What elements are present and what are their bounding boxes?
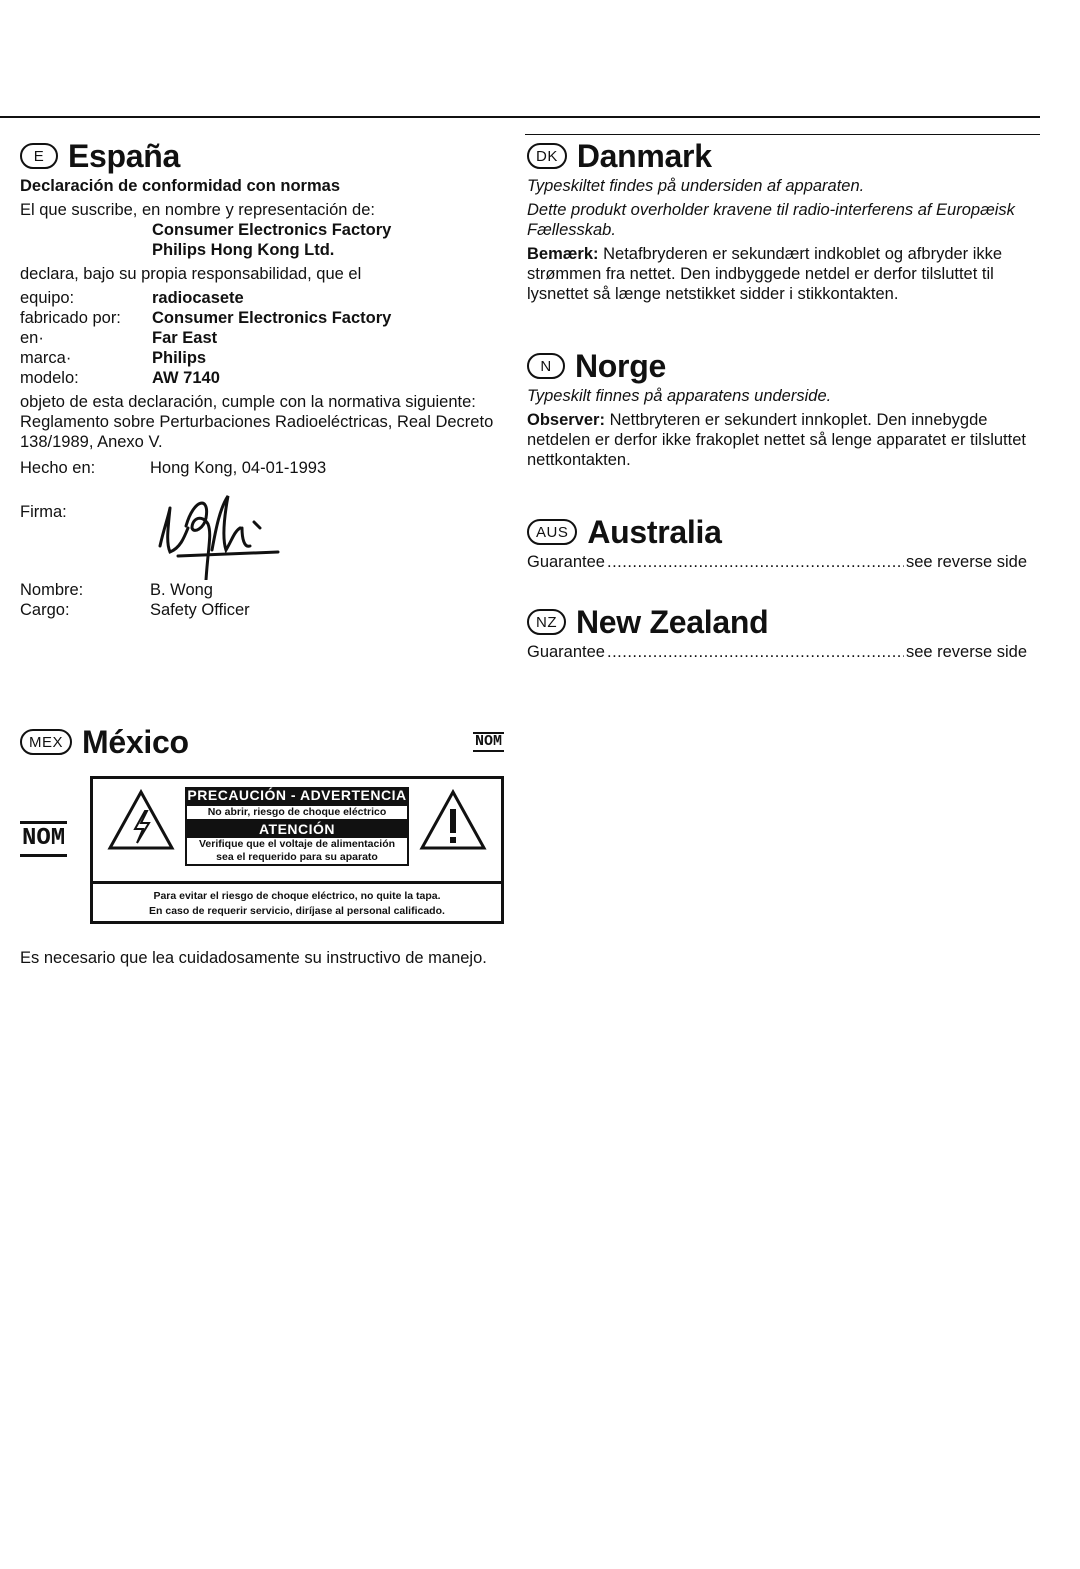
mexico-country-badge: MEX (20, 729, 72, 755)
warning-bottom-text (93, 881, 501, 921)
firma-label: Firma: (20, 503, 67, 521)
field-value: AW 7140 (152, 369, 220, 387)
verify-line-1: Verifique que el voltaje de alimentación (198, 838, 396, 850)
danmark-section (527, 136, 1027, 304)
australia-heading (527, 512, 1027, 552)
field-value: Philips (152, 349, 207, 367)
norge-note-text: Nettbryteren er sekundert innkoplet. Den innebygde netdelen er derfor ikke frakoplet nettet så lenge apparatet er tilsluttet nettkontakten. (527, 411, 1026, 469)
new-zealand-title: New Zealand (576, 603, 769, 640)
cargo-value: Safety Officer (150, 601, 250, 619)
danmark-title: Danmark (576, 137, 712, 174)
name-value: B. Wong (150, 581, 213, 599)
mexico-heading (20, 720, 504, 764)
danmark-line-1: Typeskiltet findes på undersiden af apparaten. (527, 177, 865, 195)
warning-line: No abrir, riesgo de choque eléctrico (185, 804, 409, 821)
field-label: marca· (20, 349, 72, 367)
verify-text (185, 838, 409, 866)
field-label: equipo: (20, 289, 75, 307)
new-zealand-section (527, 602, 1027, 662)
field-value: Far East (152, 329, 218, 347)
espana-section (20, 136, 510, 620)
espana-company-2: Philips Hong Kong Ltd. (152, 241, 335, 259)
norge-note-label: Observer: (527, 411, 605, 429)
guarantee-value: see reverse side (905, 553, 1027, 571)
new-zealand-country-badge: NZ (527, 609, 566, 635)
espana-company-1: Consumer Electronics Factory (152, 221, 392, 239)
espana-signatory (20, 580, 510, 620)
warning-area (20, 776, 504, 926)
espana-fields-table (20, 288, 391, 388)
signature-image (150, 488, 290, 580)
new-zealand-heading (527, 602, 1027, 642)
warning-title: PRECAUCIÓN - ADVERTENCIA (185, 787, 409, 804)
dot-leader (607, 552, 904, 572)
field-row (20, 368, 391, 388)
field-value: radiocasete (152, 289, 244, 307)
field-row (20, 308, 391, 328)
new-zealand-guarantee-row (527, 642, 1027, 662)
section-rule (525, 134, 1040, 135)
guarantee-label: Guarantee (527, 553, 605, 571)
dot-leader (607, 642, 904, 662)
right-column (527, 136, 1027, 662)
norge-note (527, 410, 1027, 470)
australia-country-badge: AUS (527, 519, 577, 545)
bottom-line-2: En caso de requerir servicio, diríjase al personal calificado. (149, 905, 445, 917)
espana-firma-row (20, 488, 510, 580)
espana-heading (20, 136, 510, 176)
field-label: modelo: (20, 369, 79, 387)
field-label: en· (20, 329, 44, 347)
name-label: Nombre: (20, 581, 84, 599)
field-row (20, 348, 391, 368)
name-row (20, 580, 510, 600)
danmark-line-2: Dette produkt overholder kravene til radio-interferens af Europæisk Fællesskab. (527, 201, 1015, 239)
espana-declares: declara, bajo su propia responsabilidad, que el (20, 265, 362, 283)
norge-title: Norge (575, 347, 666, 384)
nom-mark-large: NOM (20, 821, 67, 857)
espana-intro: El que suscribe, en nombre y representación de: (20, 201, 375, 219)
espana-country-badge: E (20, 143, 58, 169)
mexico-note: Es necesario que lea cuidadosamente su instructivo de manejo. (20, 949, 487, 967)
cargo-label: Cargo: (20, 601, 70, 619)
australia-guarantee-row (527, 552, 1027, 572)
cargo-row (20, 600, 510, 620)
field-row (20, 328, 391, 348)
field-row (20, 288, 391, 308)
warning-text-block (185, 787, 409, 866)
norge-country-badge: N (527, 353, 565, 379)
bottom-line-1: Para evitar el riesgo de choque eléctrico, no quite la tapa. (153, 890, 441, 902)
field-value: Consumer Electronics Factory (152, 309, 392, 327)
danmark-heading (527, 136, 1027, 176)
mexico-section (20, 720, 504, 968)
verify-line-2: sea el requerido para su aparato (216, 851, 378, 863)
attention-title: ATENCIÓN (185, 821, 409, 838)
top-rule (0, 116, 1040, 118)
norge-line-1: Typeskilt finnes på apparatens underside. (527, 387, 832, 405)
espana-title: España (68, 137, 181, 174)
electric-shock-warning-icon (107, 789, 175, 851)
made-value: Hong Kong, 04-01-1993 (150, 459, 327, 477)
made-label: Hecho en: (20, 459, 96, 477)
guarantee-label: Guarantee (527, 643, 605, 661)
norge-section (527, 346, 1027, 470)
danmark-note-label: Bemærk: (527, 245, 599, 263)
nom-mark-small: NOM (474, 733, 502, 750)
mexico-title: México (82, 723, 189, 760)
guarantee-value: see reverse side (905, 643, 1027, 661)
espana-object-text: objeto de esta declaración, cumple con la normativa siguiente: Reglamento sobre Perturbaciones Radioeléctricas, Real Decreto 138/1989, Anexo V. (20, 393, 494, 451)
espana-subtitle: Declaración de conformidad con normas (20, 177, 340, 195)
danmark-country-badge: DK (527, 143, 567, 169)
field-label: fabricado por: (20, 309, 121, 327)
australia-section (527, 512, 1027, 572)
australia-title: Australia (587, 513, 722, 550)
espana-made-row (20, 458, 510, 478)
exclamation-warning-icon (419, 789, 487, 851)
warning-label (90, 776, 504, 924)
danmark-note (527, 244, 1027, 304)
danmark-note-text: Netafbryderen er sekundært indkoblet og afbryder ikke strømmen fra nettet. Den indbyggede netdel er derfor tilsluttet til lysnettet så længe netstikket sidder i stikkontakten. (527, 245, 1003, 303)
norge-heading (527, 346, 1027, 386)
